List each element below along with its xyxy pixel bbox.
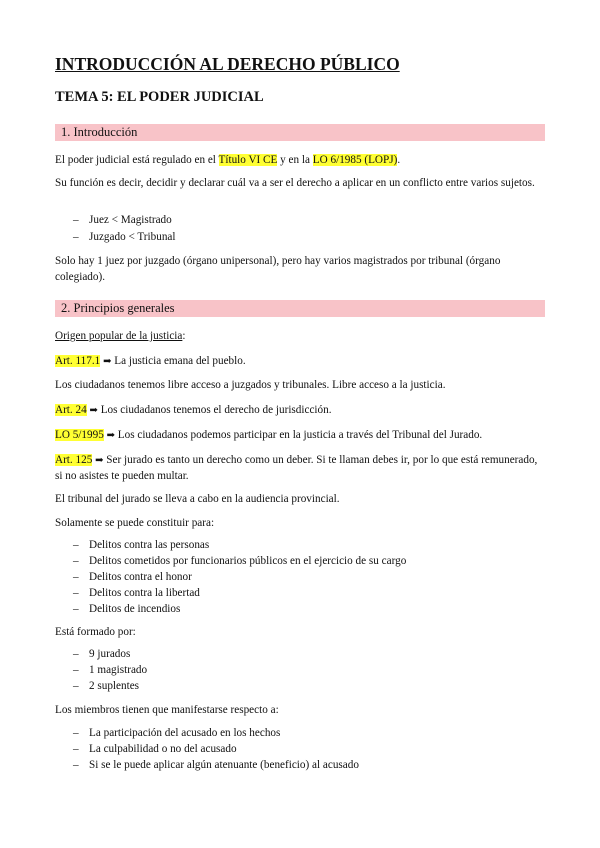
highlight-art-125: Art. 125 [55, 454, 93, 466]
list-item [73, 679, 139, 694]
list-item [73, 570, 192, 585]
list-item [73, 213, 172, 228]
art-125-line [55, 453, 545, 484]
text: . [397, 154, 401, 166]
bullet-dash: – [73, 571, 79, 583]
bullet-dash: – [73, 603, 79, 615]
highlight-art-117: Art. 117.1 [55, 355, 101, 367]
origen-popular-line [55, 329, 545, 345]
list-item [73, 742, 237, 757]
bullet-dash: – [73, 231, 79, 243]
list-item [73, 586, 200, 601]
list-item [73, 602, 180, 617]
paragraph-funcion: Su función es decir, decidir y declarar cuál va a ser el derecho a aplicar en un conflicto entre varios sujetos. [55, 177, 535, 189]
list-item [73, 663, 147, 678]
text: El poder judicial está regulado en el [55, 154, 219, 166]
list-item-text: Delitos contra el honor [89, 571, 192, 583]
list-item [73, 647, 130, 662]
list-item [73, 230, 176, 245]
paragraph-miembros: Los miembros tienen que manifestarse respecto a: [55, 704, 279, 716]
arrow-right-icon: ➡ [95, 455, 104, 466]
paragraph-regulacion [55, 153, 545, 169]
bullet-dash: – [73, 539, 79, 551]
list-item-text: Delitos cometidos por funcionarios públicos en el ejercicio de su cargo [89, 555, 407, 567]
list-item-text: 1 magistrado [89, 664, 148, 676]
art-24-line [55, 403, 545, 419]
list-item [73, 726, 280, 741]
text: : [182, 330, 186, 342]
bullet-dash: – [73, 727, 79, 739]
origen-popular-text: Origen popular de la justicia [55, 330, 183, 342]
bullet-dash: – [73, 664, 79, 676]
bullet-dash: – [73, 759, 79, 771]
text: Los ciudadanos podemos participar en la justicia a través del Tribunal del Jurado. [114, 429, 483, 441]
bullet-dash: – [73, 648, 79, 660]
highlight-art-24: Art. 24 [55, 404, 87, 416]
bullet-dash: – [73, 214, 79, 226]
document-subtitle: TEMA 5: EL PODER JUDICIAL [55, 89, 264, 105]
list-item-text: 2 suplentes [89, 680, 140, 692]
list-item-text: Juez < Magistrado [89, 214, 172, 226]
document-title: INTRODUCCIÓN AL DERECHO PÚBLICO [55, 54, 400, 74]
paragraph-acceso: Los ciudadanos tenemos libre acceso a juzgados y tribunales. Libre acceso a la justicia. [55, 379, 446, 391]
list-item-text: Juzgado < Tribunal [89, 231, 176, 243]
highlight-lo-5-1995: LO 5/1995 [55, 429, 104, 441]
list-item-text: Si se le puede aplicar algún atenuante (beneficio) al acusado [89, 759, 359, 771]
paragraph-formado: Está formado por: [55, 626, 136, 638]
list-item-text: La culpabilidad o no del acusado [89, 743, 237, 755]
paragraph-solamente: Solamente se puede constituir para: [55, 517, 215, 529]
highlight-titulo-vi: Título VI CE [218, 154, 278, 166]
list-item-text: Delitos contra la libertad [89, 587, 200, 599]
text: Los ciudadanos tenemos el derecho de jurisdicción. [97, 404, 332, 416]
arrow-right-icon: ➡ [103, 356, 112, 367]
text: Ser jurado es tanto un derecho como un deber. Si te llaman debes ir, por lo que está remunerado, si no asistes te pueden multar. [55, 454, 538, 482]
text: y en la [277, 154, 313, 166]
highlight-lopj: LO 6/1985 (LOPJ) [312, 154, 398, 166]
list-item [73, 554, 406, 569]
paragraph-tribunal-jurado: El tribunal del jurado se lleva a cabo en la audiencia provincial. [55, 493, 340, 505]
list-item [73, 758, 359, 773]
list-item [73, 538, 209, 553]
paragraph-juez-juzgado: Solo hay 1 juez por juzgado (órgano unipersonal), pero hay varios magistrados por tribunal (órgano colegiado). [55, 255, 501, 283]
bullet-dash: – [73, 743, 79, 755]
arrow-right-icon: ➡ [106, 430, 115, 441]
list-item-text: Delitos de incendios [89, 603, 181, 615]
bullet-dash: – [73, 555, 79, 567]
bullet-dash: – [73, 680, 79, 692]
text: La justicia emana del pueblo. [111, 355, 246, 367]
bullet-dash: – [73, 587, 79, 599]
art-117-line [55, 354, 545, 370]
list-item-text: Delitos contra las personas [89, 539, 210, 551]
list-item-text: 9 jurados [89, 648, 131, 660]
lo-5-1995-line [55, 428, 545, 444]
section-heading-introduccion: 1. Introducción [55, 124, 545, 141]
list-item-text: La participación del acusado en los hechos [89, 727, 281, 739]
arrow-right-icon: ➡ [89, 405, 98, 416]
section-heading-principios: 2. Principios generales [55, 300, 545, 317]
